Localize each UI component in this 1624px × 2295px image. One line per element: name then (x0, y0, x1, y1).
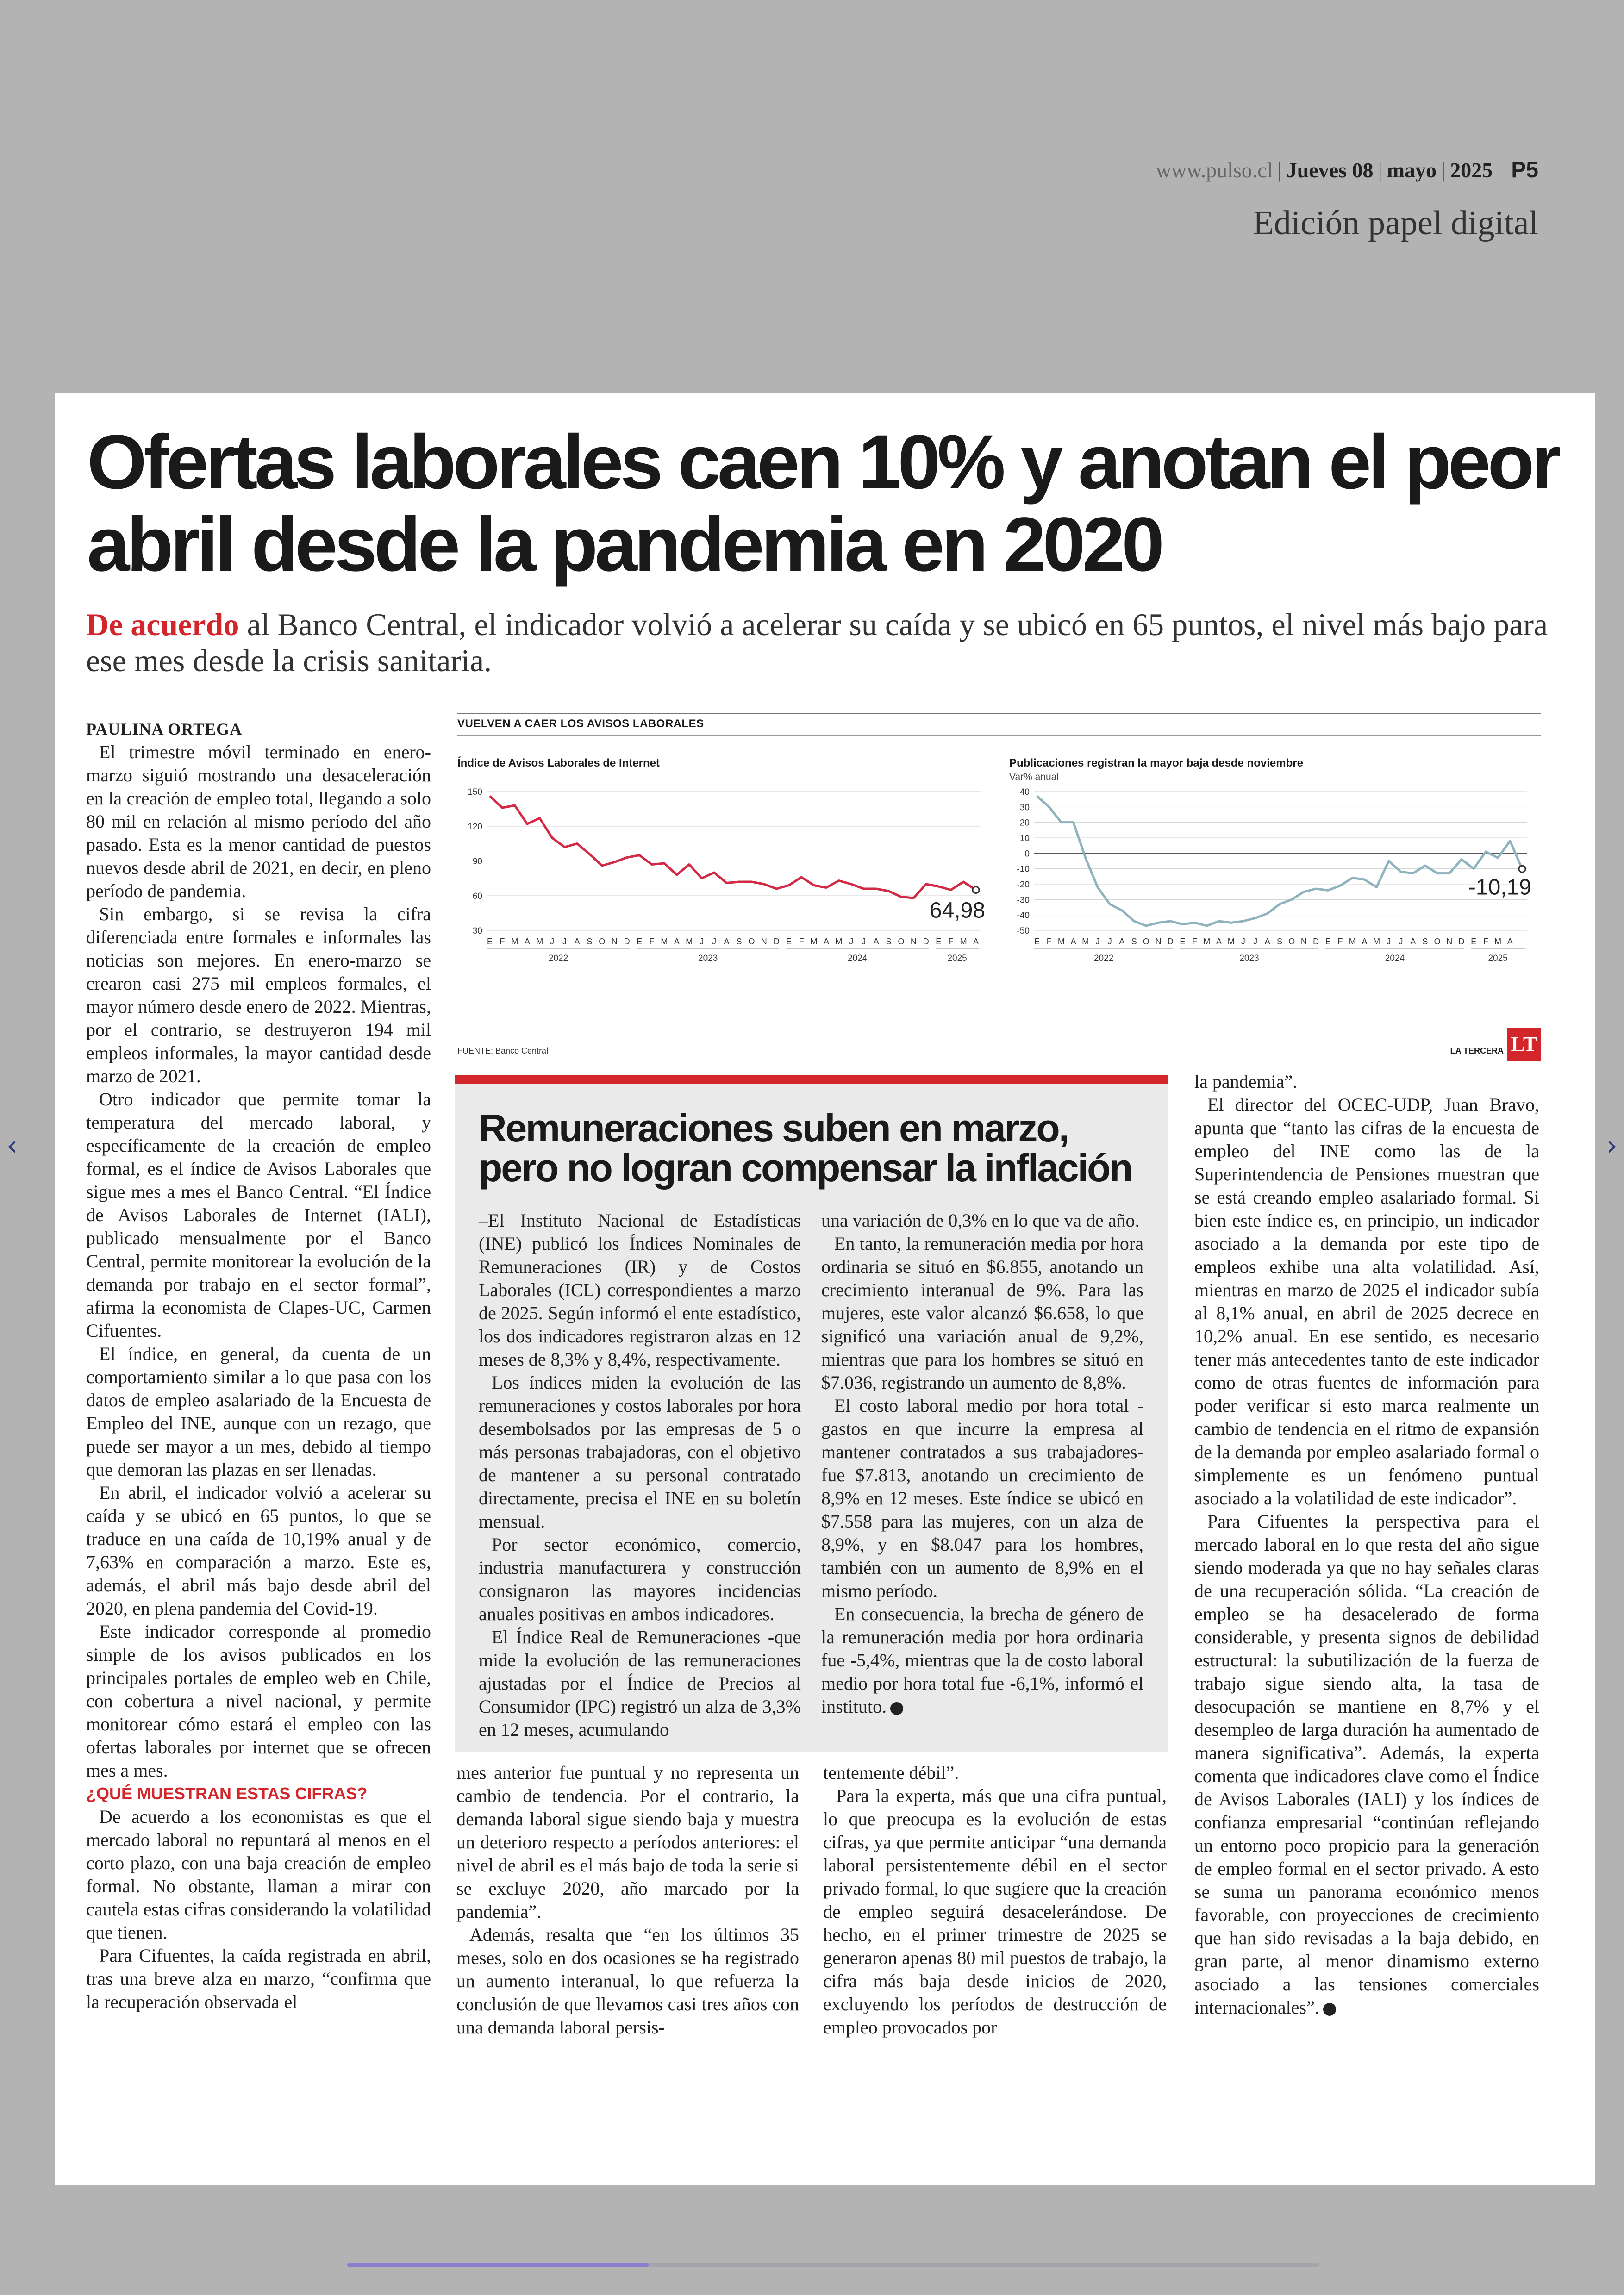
paragraph: –El Instituto Nacional de Estadísticas (INE) publicó los Índices Nominales de Remuneraciones (IR) y de Costos Laborales (ICL) correspondientes a marzo de 2025. Según informó el ente estadístico, los dos indicadores registraron alzas en 12 meses de 8,3% y 8,4%, respectivamente. (479, 1210, 801, 1370)
x-tick-label: M (1227, 937, 1235, 946)
chart-divider (457, 735, 1541, 736)
chart-left-plot (457, 782, 985, 981)
end-point-marker (973, 887, 979, 893)
x-tick-label: S (736, 937, 742, 946)
x-tick-label: M (511, 937, 518, 946)
y-tick-label: 150 (468, 787, 482, 797)
chart-right-plot (1009, 782, 1541, 981)
paragraph-text: En consecuencia, la brecha de género de la remuneración media por hora ordinaria fue -5,4%, mientras que la de costo laboral medio por hora total fue -6,1%, informó el instituto. (821, 1603, 1143, 1717)
paragraph: Los índices miden la evolución de las remuneraciones y costos laborales por hora desembolsados por las empresas de 5 o más personas trabajadoras, con el objetivo de mantener a su personal contratado directamente, precisa el INE en su boletín mensual. (479, 1372, 801, 1532)
x-tick-label: M (1373, 937, 1380, 946)
newspaper-page (55, 393, 1595, 2185)
next-page-icon[interactable]: › (1606, 1129, 1618, 1162)
x-tick-label: D (624, 937, 630, 946)
paragraph: El índice, en general, da cuenta de un comportamiento similar a lo que pasa con los datos de empleo asalariado de la Encuesta de Empleo del INE, aunque con un rezago, que puede ser mayor a un mes, debido al tiempo que demoran las plazas en ser llenadas. (86, 1343, 431, 1480)
x-tick-label: F (1337, 937, 1343, 946)
series-line (490, 796, 976, 898)
chart-section-title: VUELVEN A CAER LOS AVISOS LABORALES (457, 717, 704, 730)
chart-left-title: Índice de Avisos Laborales de Internet (457, 757, 660, 769)
x-tick-label: M (686, 937, 693, 946)
x-tick-label: E (1471, 937, 1477, 946)
x-tick-label: F (1483, 937, 1488, 946)
y-tick-label: 60 (472, 892, 482, 901)
x-tick-label: A (1264, 937, 1270, 946)
x-tick-label: F (500, 937, 505, 946)
la-tercera-logo: LT (1507, 1028, 1541, 1061)
x-tick-label: J (550, 937, 555, 946)
y-tick-label: -20 (1017, 880, 1030, 890)
x-tick-label: A (1362, 937, 1368, 946)
x-tick-label: A (1070, 937, 1076, 946)
x-tick-label: S (587, 937, 593, 946)
paragraph-text: Para Cifuentes la perspectiva para el mercado laboral en lo que resta del año sigue siendo moderada ya que no hay señales claras de una recuperación sólida. “La creación de empleo se ha desacelerado de forma considerable, y presenta signos de debilidad estructural: la subutilización de la fuerza de trabajo sigue siendo alta, la tasa de desocupación se mantiene en 8,7% y el desempleo de larga duración ha aumentado de manera significativa”. Además, la experta comenta que indicadores clave como el Índice de Avisos Laborales (IALI) y los índices de confianza empresarial “continúan reflejando un entorno poco propicio para la generación de empleo formal en el sector privado. A esto se suma un panorama económico menos favorable, con proyecciones de crecimiento que han sido revisadas a la baja debido, en gran parte, al menor dinamismo externo asociado a las tensiones comerciales internacionales”. (1194, 1511, 1539, 2018)
paragraph: Otro indicador que permite tomar la temperatura del mercado laboral, y específicamente de la creación de empleo formal, es el índice de Avisos Laborales que sigue mes a mes el Banco Central. “El Índice de Avisos Laborales de Internet (IALI), publicado mensualmente por el Banco Central, permite monitorear la evolución de la demanda por trabajo en el sector formal”, afirma la economista de Clapes-UC, Carmen Cifuentes. (86, 1089, 431, 1341)
paragraph: la pandemia”. (1194, 1071, 1298, 1092)
year-label: 2022 (1093, 954, 1114, 963)
y-tick-label: -50 (1017, 926, 1030, 936)
x-tick-label: A (1410, 937, 1416, 946)
chart-top-rule (457, 713, 1541, 714)
x-tick-label: A (724, 937, 730, 946)
y-tick-label: 30 (1019, 803, 1030, 813)
paragraph: tentemente débil”. (823, 1762, 959, 1783)
x-tick-label: E (936, 937, 942, 946)
x-tick-label: A (973, 937, 979, 946)
x-tick-label: J (1253, 937, 1258, 946)
end-mark-icon (890, 1702, 903, 1715)
x-tick-label: F (649, 937, 655, 946)
y-tick-label: 30 (472, 926, 482, 936)
x-tick-label: J (562, 937, 567, 946)
sidebar-headline: Remuneraciones suben en marzo, pero no logran compensar la inflación (479, 1106, 1132, 1190)
x-tick-label: M (1057, 937, 1065, 946)
end-mark-icon (1323, 2003, 1336, 2016)
x-tick-label: M (810, 937, 818, 946)
x-tick-label: N (761, 937, 767, 946)
paragraph: El Índice Real de Remuneraciones -que mide la evolución de las remuneraciones ajustadas por el Índice de Precios al Consumidor (IPC) registró un alza de 3,3% en 12 meses, acumulando (479, 1627, 801, 1740)
x-tick-label: N (611, 937, 618, 946)
x-tick-label: M (960, 937, 967, 946)
x-tick-label: J (1095, 937, 1100, 946)
y-tick-label: 90 (472, 857, 482, 867)
x-tick-label: M (835, 937, 843, 946)
x-tick-label: F (1192, 937, 1198, 946)
year-label: 2022 (548, 954, 568, 963)
chart-right-title: Publicaciones registran la mayor baja desde noviembre (1009, 757, 1303, 769)
paragraph (821, 1603, 1143, 1718)
article-column-2 (456, 1761, 799, 2039)
end-value-label: 64,98 (929, 898, 985, 923)
x-tick-label: F (799, 937, 804, 946)
byline: PAULINA ORTEGA (86, 720, 243, 738)
prev-page-icon[interactable]: ‹ (6, 1129, 18, 1162)
header-month: mayo (1387, 158, 1437, 182)
site-url[interactable]: www.pulso.cl (1156, 158, 1273, 182)
x-tick-label: J (849, 937, 854, 946)
paragraph: Además, resalta que “en los últimos 35 meses, solo en dos ocasiones se ha registrado un aumento interanual, lo que refuerza la conclusión de que llevamos casi tres años con una demanda laboral persis- (456, 1924, 799, 2038)
paragraph (1194, 1510, 1539, 2019)
article-column-4 (1194, 1070, 1539, 2019)
x-tick-label: M (661, 937, 668, 946)
paragraph: Sin embargo, si se revisa la cifra diferenciada entre formales e informales las noticias son mejores. En enero-marzo se crearon casi 275 mil empleos formales, el mayor número desde enero de 2022. Mientras, por el contrario, se destruyeron 194 mil empleos informales, la mayor cantidad desde marzo de 2021. (86, 904, 431, 1086)
end-point-marker (1519, 866, 1525, 872)
x-tick-label: A (524, 937, 530, 946)
article-dek (86, 606, 1568, 679)
chart-source: FUENTE: Banco Central (457, 1046, 549, 1055)
year-label: 2024 (848, 954, 868, 963)
header-year: 2025 (1450, 158, 1493, 182)
x-tick-label: O (748, 937, 755, 946)
x-tick-label: E (1034, 937, 1040, 946)
sidebar-column-a (479, 1209, 801, 1741)
y-tick-label: -30 (1017, 895, 1030, 905)
x-tick-label: E (786, 937, 792, 946)
x-tick-label: A (1119, 937, 1125, 946)
x-tick-label: E (637, 937, 643, 946)
x-tick-label: D (1458, 937, 1465, 946)
x-tick-label: J (712, 937, 717, 946)
dek-text: al Banco Central, el indicador volvió a acelerar su caída y se ubicó en 65 puntos, el nivel más bajo para ese mes desde la crisis sanitaria. (86, 607, 1548, 678)
x-tick-label: S (1276, 937, 1283, 946)
x-tick-label: D (923, 937, 929, 946)
x-tick-label: M (1203, 937, 1211, 946)
x-tick-label: J (1107, 937, 1112, 946)
page-progress-bar[interactable] (347, 2263, 1319, 2267)
x-tick-label: N (1300, 937, 1307, 946)
x-tick-label: F (948, 937, 954, 946)
paragraph: El trimestre móvil terminado en enero-marzo siguió mostrando una desaceleración en la creación de empleo total, llegando a solo 80 mil en relación al mismo período del año pasado. Esta es la menor cantidad de puestos nuevos desde abril de 2021, en decir, en pleno período de pandemia. (86, 742, 431, 901)
paragraph: Para la experta, más que una cifra puntual, lo que preocupa es la evolución de estas cifras, ya que permite anticipar “una demanda laboral persistentemente débil en el sector privado formal, lo que sugiere que la creación de empleo seguirá desacelerándose. De hecho, en el primer trimestre de 2025 se generaron apenas 80 mil puestos de trabajo, la cifra más baja desde inicios de 2020, excluyendo los períodos de destrucción de empleo provocados por (823, 1785, 1167, 2038)
x-tick-label: N (910, 937, 917, 946)
x-tick-label: F (1046, 937, 1052, 946)
y-tick-label: 20 (1019, 818, 1030, 828)
x-tick-label: S (1131, 937, 1137, 946)
x-tick-label: E (487, 937, 493, 946)
x-tick-label: A (1507, 937, 1513, 946)
year-label: 2025 (1488, 954, 1508, 963)
sidebar-box (455, 1075, 1168, 1752)
x-tick-label: D (1313, 937, 1319, 946)
paragraph: Por sector económico, comercio, industria manufacturera y construcción consignaron las mayores incidencias anuales positivas en ambos indicadores. (479, 1534, 801, 1624)
y-tick-label: -10 (1017, 864, 1030, 874)
chart-brand: LA TERCERA (1450, 1046, 1504, 1055)
x-tick-label: M (1082, 937, 1089, 946)
x-tick-label: O (898, 937, 905, 946)
x-tick-label: A (1216, 937, 1222, 946)
y-tick-label: 0 (1024, 849, 1030, 859)
x-tick-label: A (574, 937, 580, 946)
x-tick-label: O (1143, 937, 1149, 946)
paragraph: mes anterior fue puntual y no representa un cambio de tendencia. Por el contrario, la demanda laboral sigue siendo baja y muestra un deterioro respecto a períodos anteriores: el nivel de abril es el más bajo de toda la serie si se excluye 2020, año marcado por la pandemia”. (456, 1762, 799, 1922)
article-column-3 (823, 1761, 1167, 2039)
x-tick-label: N (1155, 937, 1162, 946)
article-column-1 (86, 717, 431, 2014)
year-label: 2024 (1385, 954, 1405, 963)
paragraph: De acuerdo a los economistas es que el mercado laboral no repuntará al menos en el corto plazo, con una baja creación de empleo formal. No obstante, llaman a mirar con cautela estas cifras considerando la volatilidad que tienen. (86, 1806, 431, 1943)
page-header: www.pulso.cl | Jueves 08 | mayo | 2025 P5 (1156, 158, 1538, 182)
x-tick-label: O (1288, 937, 1295, 946)
x-tick-label: J (700, 937, 704, 946)
year-label: 2025 (947, 954, 967, 963)
y-tick-label: 120 (468, 822, 482, 832)
y-tick-label: -40 (1017, 911, 1030, 921)
x-tick-label: N (1446, 937, 1453, 946)
article-headline: Ofertas laborales caen 10% y anotan el peor abril desde la pandemia en 2020 (87, 419, 1558, 587)
paragraph: una variación de 0,3% en lo que va de año. (821, 1210, 1140, 1231)
sidebar-top-bar (455, 1075, 1168, 1084)
y-tick-label: 10 (1019, 834, 1030, 843)
y-tick-label: 40 (1019, 787, 1030, 797)
dek-lead: De acuerdo (86, 607, 239, 642)
x-tick-label: E (1180, 937, 1186, 946)
x-tick-label: S (1422, 937, 1428, 946)
end-value-label: -10,19 (1468, 875, 1531, 900)
x-tick-label: M (536, 937, 543, 946)
header-day: Jueves 08 (1286, 158, 1374, 182)
year-label: 2023 (698, 954, 718, 963)
x-tick-label: E (1325, 937, 1331, 946)
x-tick-label: D (773, 937, 780, 946)
sidebar-column-b (821, 1209, 1143, 1718)
section-subhead: ¿QUÉ MUESTRAN ESTAS CIFRAS? (86, 1784, 368, 1803)
x-tick-label: J (862, 937, 866, 946)
paragraph: En tanto, la remuneración media por hora ordinaria se situó en $6.855, anotando un crecimiento interanual de 9%. Para las mujeres, este valor alcanzó $6.658, lo que significó una variación anual de 9,2%, mientras que para los hombres se situó en $7.036, registrando un aumento de 8,8%. (821, 1233, 1143, 1393)
x-tick-label: A (823, 937, 829, 946)
paragraph: El director del OCEC-UDP, Juan Bravo, apunta que “tanto las cifras de la encuesta de empleo del INE como las de la Superintendencia de Pensiones muestran que se está creando empleo asalariado formal. Si bien este índice es, en principio, un indicador asociado a la demanda por este tipo de empleos exhibe una alta volatilidad. Así, mientras en marzo de 2025 el indicador subía al 8,1% anual, en abril de 2025 decrece en 10,2% anual. En ese sentido, es necesario tener más antecedentes tanto de este indicador como de otras fuentes de información para poder verificar si esto marca realmente un cambio de tendencia en el ritmo de expansión de la demanda por empleo asalariado formal o simplemente es un fenómeno puntual asociado a la volatilidad de este indicador”. (1194, 1094, 1539, 1509)
page-number: P5 (1511, 158, 1538, 182)
year-label: 2023 (1239, 954, 1259, 963)
x-tick-label: O (599, 937, 606, 946)
x-tick-label: M (1349, 937, 1356, 946)
paragraph: El costo laboral medio por hora total -gastos en que incurre la empresa al mantener contratados a sus trabajadores- fue $7.813, anotando un crecimiento de 8,9% en 12 meses. Este índice se ubicó en $7.558 para las mujeres, con un alza de 8,9%, y en $8.047 para los hombres, también con un aumento de 8,9% en el mismo período. (821, 1395, 1143, 1601)
x-tick-label: J (1399, 937, 1403, 946)
x-tick-label: S (886, 937, 892, 946)
x-tick-label: A (873, 937, 879, 946)
paragraph: En abril, el indicador volvió a acelerar su caída y se ubicó en 65 puntos, lo que se traduce en una caída de 10,19% anual y de 7,63% en comparación a marzo. Este es, además, el abril más bajo desde abril del 2020, en plena pandemia del Covid-19. (86, 1482, 431, 1619)
x-tick-label: J (1387, 937, 1391, 946)
edition-label: Edición papel digital (1253, 204, 1538, 242)
x-tick-label: J (1241, 937, 1245, 946)
x-tick-label: M (1494, 937, 1502, 946)
paragraph: Para Cifuentes, la caída registrada en abril, tras una breve alza en marzo, “confirma que la recuperación observada el (86, 1945, 431, 2012)
x-tick-label: A (674, 937, 680, 946)
chart-right-subtitle: Var% anual (1009, 772, 1059, 782)
paragraph: Este indicador corresponde al promedio simple de los avisos publicados en los principales portales de empleo web en Chile, con cobertura a nivel nacional, y permite monitorear cómo estará el empleo con las ofertas laborales por internet que se ofrecen mes a mes. (86, 1621, 431, 1781)
series-line (1037, 796, 1522, 926)
x-tick-label: O (1434, 937, 1441, 946)
x-tick-label: D (1167, 937, 1174, 946)
page-progress-fill (347, 2263, 649, 2267)
chart-block (457, 713, 1541, 1055)
